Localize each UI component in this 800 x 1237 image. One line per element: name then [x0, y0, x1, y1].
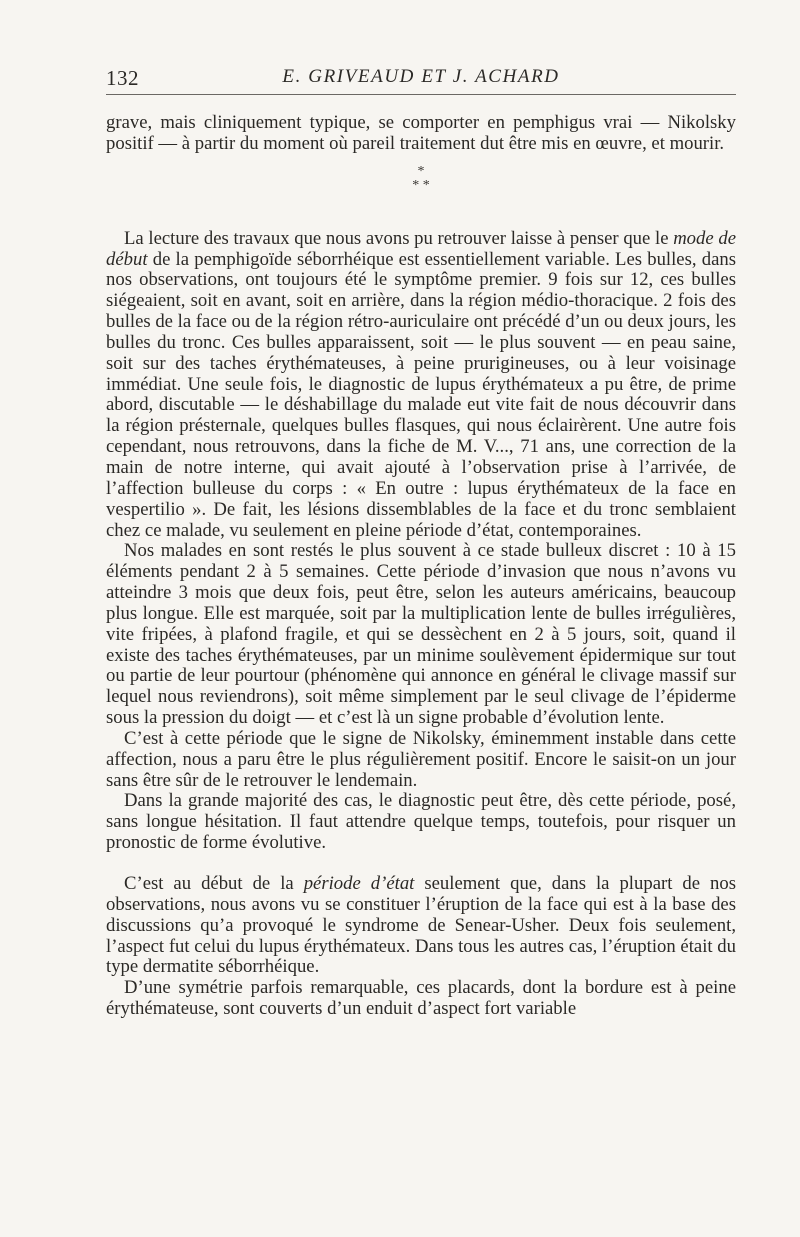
running-head: E. GRIVEAUD ET J. ACHARD: [282, 66, 560, 87]
paragraph-periode-etat: [106, 874, 736, 978]
asterism-top: *: [417, 163, 425, 179]
section-asterism: [106, 165, 736, 193]
paragraph-text: C’est au début de la: [124, 873, 304, 894]
paragraph-stade-bulleux: Nos malades en sont restés le plus souvent à ce stade bulleux discret : 10 à 15 éléments pendant 2 à 5 semaines. Cette période d’invasion que nous n’avons vu atteindre 3 mois que deux fois, peut être, selon les auteurs américains, beaucoup plus longue. Elle est marquée, soit par la multiplication lente de bulles irrégulières, vite fripées, à plafond fragile, et qui se dessèchent en 2 à 5 jours, soit, quand il existe des taches érythémateuses, par un minime soulèvement épidermique sur tout ou partie de leur pourtour (phénomène qui annonce en général le clivage massif sur lequel nous reviendrons), soit même simplement par le seul clivage de l’épiderme sous la pression du doigt — et c’est là un signe probable d’évolution lente.: [106, 540, 736, 729]
paragraph-text: La lecture des travaux que nous avons pu retrouver laisse à penser que le: [124, 227, 674, 249]
page-header: [106, 66, 736, 95]
body-text: [106, 113, 736, 1020]
asterism-bottom: * *: [412, 177, 430, 193]
paragraph-text: de la pemphigoïde séborrhéique est essentiellement variable. Les bulles, dans nos observations, ont toujours été le symptôme premier. 9 fois sur 12, ces bulles siégeaient, soit en avant, soit en arrière, dans la région médio-thoracique. 2 fois des bulles de la face ou de la région rétro-auriculaire ont précédé d’un ou deux jours, les bulles du tronc. Ces bulles apparaissent, soit — le plus souvent — en peau saine, soit sur des taches érythémateuses, à peine prurigineuses, ou à leur voisinage immédiat. Une seule fois, le diagnostic de lupus érythémateux a pu être, de prime abord, discutable — le déshabillage du malade eut vite fait de nous découvrir dans la région présternale, quelques bulles flasques, qui nous éclairèrent. Une autre fois cependant, nous retrouvons, dans la fiche de M. V..., 71 ans, une correction de la main de notre interne, qui avait ajouté à l’observation prise à l’arrivée, de l’affection bulleuse du corps : « En outre : lupus érythémateux de la face en vespertilio ». De fait, les lésions dissemblables de la face et du tronc semblaient chez ce malade, vu seulement en pleine période d’état, contemporaines.: [106, 248, 736, 541]
paragraph-text: seulement que, dans la plupart de nos observations, nous avons vu se constituer l’éruption de la face qui est à la base des discussions qu’a provoqué le syndrome de Senear-Usher. Deux fois seulement, l’aspect fut celui du lupus érythémateux. Dans tous les autres cas, l’éruption était du type dermatite séborrhéique.: [106, 873, 736, 978]
spacer: [106, 211, 736, 229]
emphasis-mode-de-debut: mode de début: [106, 227, 736, 270]
paragraph-mode-de-debut: [106, 229, 736, 542]
paragraph-symetrie: D’une symétrie parfois remarquable, ces placards, dont la bordure est à peine érythémateuse, sont couverts d’un enduit d’aspect fort variable: [106, 977, 736, 1020]
spacer: [106, 854, 736, 874]
paragraph-continuation: grave, mais cliniquement typique, se comporter en pemphigus vrai — Nikolsky positif — à partir du moment où pareil traitement dut être mis en œuvre, et mourir.: [106, 112, 736, 154]
emphasis-periode-etat: période d’état: [303, 873, 415, 894]
page-number: 132: [106, 66, 139, 90]
paragraph-signe-nikolsky: C’est à cette période que le signe de Nikolsky, éminemment instable dans cette affection, nous a paru être le plus régulièrement positif. Encore le saisit-on un jour sans être sûr de le retrouver le lendemain.: [106, 727, 736, 791]
paragraph-diagnostic: Dans la grande majorité des cas, le diagnostic peut être, dès cette période, posé, sans longue hésitation. Il faut attendre quelque temps, toutefois, pour risquer un pronostic de forme évolutive.: [106, 790, 736, 854]
